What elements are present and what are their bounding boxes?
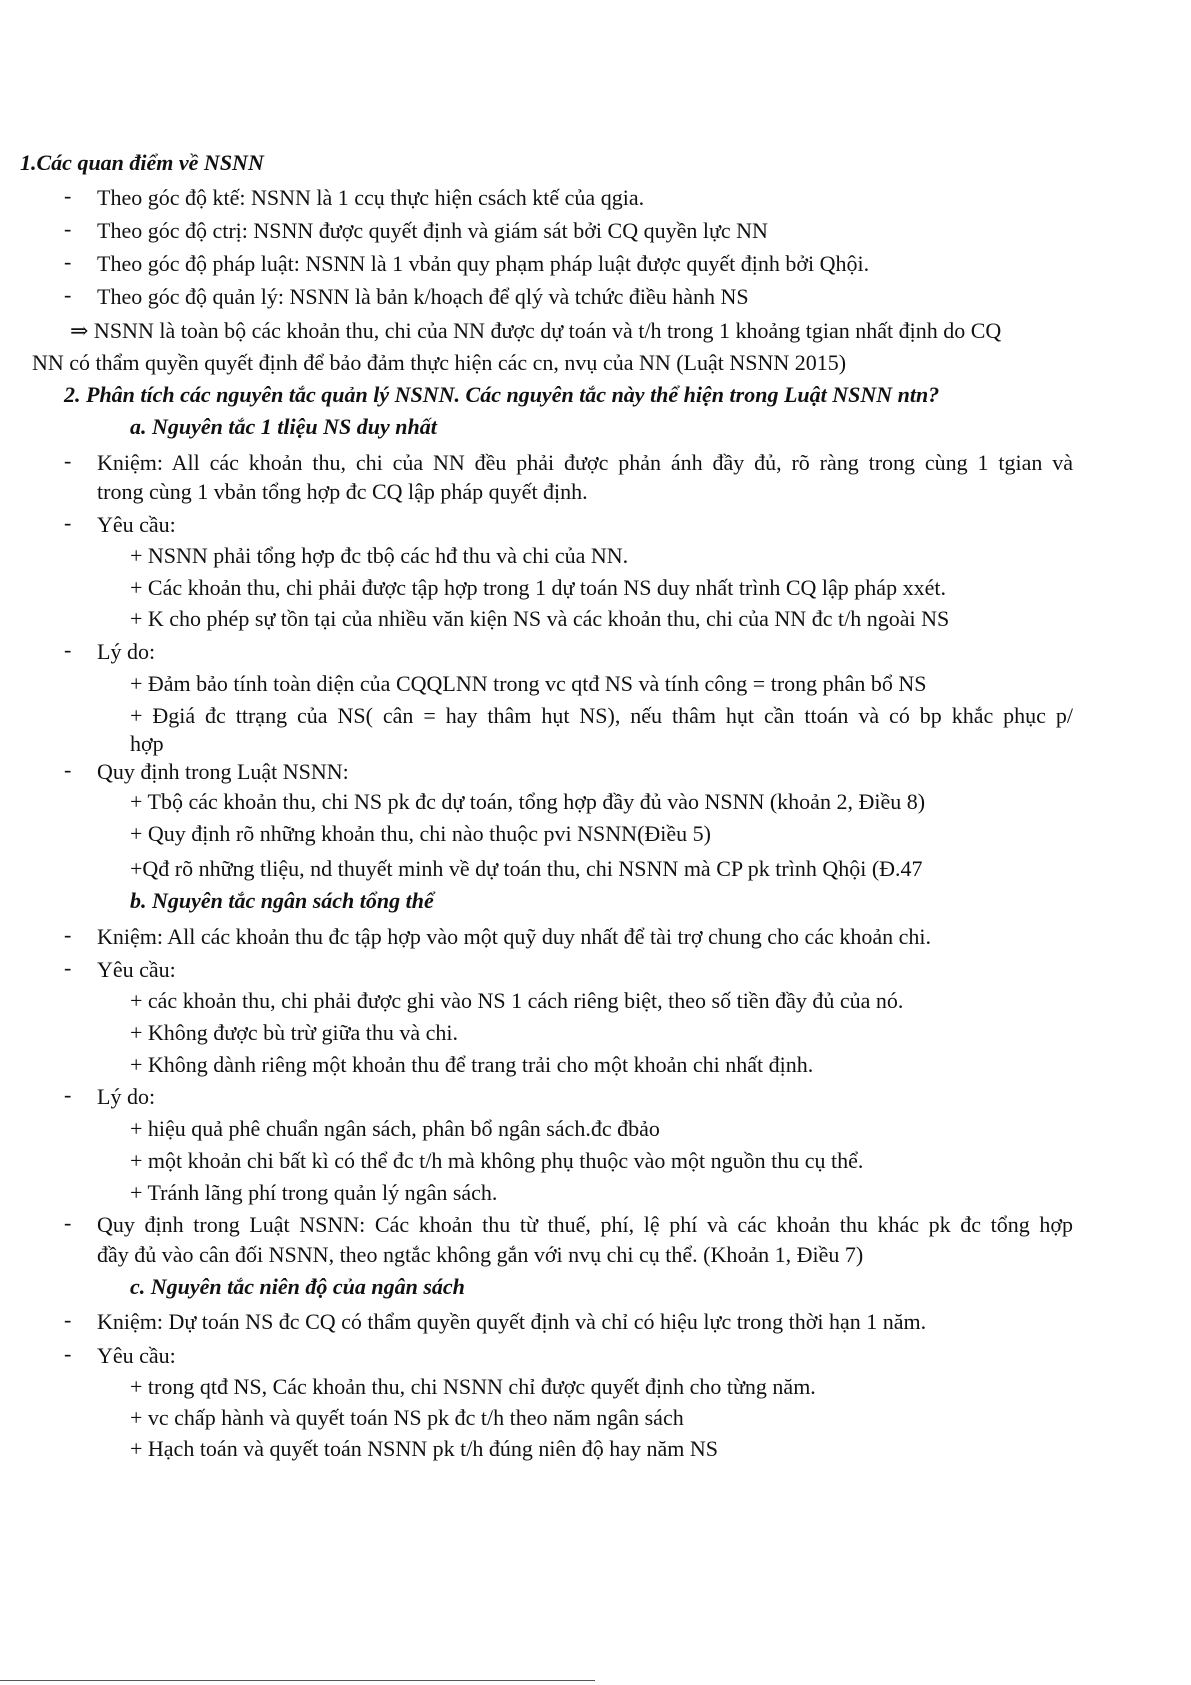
principle-a-requirement-1: + NSNN phải tổng hợp đc tbộ các hđ thu và chi của NN. — [130, 543, 629, 568]
principle-b-reason-2: + một khoản chi bất kì có thể đc t/h mà không phụ thuộc vào một nguồn thu cụ thể. — [130, 1148, 864, 1173]
principle-c-title: c. Nguyên tắc niên độ của ngân sách — [130, 1274, 465, 1299]
principle-a-law-2: + Quy định rõ những khoản thu, chi nào thuộc pvi NSNN(Điều 5) — [130, 821, 711, 846]
bullet-dash: - — [64, 1341, 72, 1366]
bullet-dash: - — [64, 216, 72, 241]
principle-a-requirements-label: Yêu cầu: — [97, 512, 176, 537]
principle-a-concept-line-1: Kniệm: All các khoản thu, chi của NN đều phải được phản ánh đầy đủ, rõ ràng trong cùng 1 tgian và — [97, 450, 1073, 475]
bullet-legal-view: Theo góc độ pháp luật: NSNN là 1 vbản quy phạm pháp luật được quyết định bởi Qhội. — [97, 251, 870, 276]
principle-a-title: a. Nguyên tắc 1 tliệu NS duy nhất — [130, 414, 437, 439]
bullet-dash: - — [64, 1210, 72, 1235]
principle-b-concept: Kniệm: All các khoản thu đc tập hợp vào một quỹ duy nhất để tài trợ chung cho các khoản chi. — [97, 924, 931, 949]
bullet-dash: - — [64, 183, 72, 208]
bullet-dash: - — [64, 282, 72, 307]
principle-b-requirement-3: + Không dành riêng một khoản thu để trang trải cho một khoản chi nhất định. — [130, 1052, 814, 1077]
bullet-dash: - — [64, 922, 72, 947]
conclusion-line-2: NN có thẩm quyền quyết định để bảo đảm thực hiện các cn, nvụ của NN (Luật NSNN 2015) — [32, 350, 847, 375]
bullet-dash: - — [64, 448, 72, 473]
principle-a-law-1: + Tbộ các khoản thu, chi NS pk đc dự toán, tổng hợp đầy đủ vào NSNN (khoản 2, Điều 8) — [130, 789, 926, 814]
principle-a-law-label: Quy định trong Luật NSNN: — [97, 759, 349, 784]
principle-c-requirements-label: Yêu cầu: — [97, 1343, 176, 1368]
principle-a-concept-line-2: trong cùng 1 vbản tổng hợp đc CQ lập pháp quyết định. — [97, 479, 588, 504]
principle-a-reason-1: + Đảm bảo tính toàn diện của CQQLNN trong vc qtđ NS và tính công = trong phân bổ NS — [130, 671, 927, 696]
principle-c-requirement-1: + trong qtđ NS, Các khoản thu, chi NSNN chỉ được quyết định cho từng năm. — [130, 1374, 816, 1399]
bullet-dash: - — [64, 1082, 72, 1107]
principle-a-reason-2-line-2: hợp — [130, 731, 164, 756]
principle-a-law-3: +Qđ rõ những tliệu, nd thuyết minh về dự toán thu, chi NSNN mà CP pk trình Qhội (Đ.47 — [130, 856, 923, 881]
principle-b-title: b. Nguyên tắc ngân sách tổng thể — [130, 888, 434, 913]
bullet-dash: - — [64, 637, 72, 662]
bullet-political-view: Theo góc độ ctrị: NSNN được quyết định và giám sát bởi CQ quyền lực NN — [97, 218, 768, 243]
principle-a-reason-2-line-1: + Đgiá đc ttrạng của NS( cân = hay thâm hụt NS), nếu thâm hụt cần ttoán và có bp khắc phục p/ — [130, 703, 1073, 728]
principle-a-reasons-label: Lý do: — [97, 639, 156, 664]
principle-b-law-line-1: Quy định trong Luật NSNN: Các khoản thu từ thuế, phí, lệ phí và các khoản thu khác pk đc tổng hợp — [97, 1212, 1073, 1237]
principle-b-reason-1: + hiệu quả phê chuẩn ngân sách, phân bổ ngân sách.đc đbảo — [130, 1116, 660, 1141]
bullet-dash: - — [64, 757, 72, 782]
bullet-dash: - — [64, 955, 72, 980]
section-1-title: 1.Các quan điểm về NSNN — [20, 150, 264, 175]
bullet-dash: - — [64, 510, 72, 535]
page-footer-rule — [0, 1680, 595, 1681]
principle-a-requirement-2: + Các khoản thu, chi phải được tập hợp trong 1 dự toán NS duy nhất trình CQ lập pháp xxét. — [130, 575, 946, 600]
principle-b-requirement-1: + các khoản thu, chi phải được ghi vào NS 1 cách riêng biệt, theo số tiền đầy đủ của nó. — [130, 988, 904, 1013]
principle-c-requirement-3: + Hạch toán và quyết toán NSNN pk t/h đúng niên độ hay năm NS — [130, 1436, 718, 1461]
principle-b-requirement-2: + Không được bù trừ giữa thu và chi. — [130, 1020, 459, 1045]
principle-c-concept: Kniệm: Dự toán NS đc CQ có thẩm quyền quyết định và chỉ có hiệu lực trong thời hạn 1 năm. — [97, 1309, 927, 1334]
bullet-dash: - — [64, 249, 72, 274]
conclusion-line-1: ⇒ NSNN là toàn bộ các khoản thu, chi của NN được dự toán và t/h trong 1 khoảng tgian nhất định do CQ — [70, 318, 1002, 343]
principle-b-reason-3: + Tránh lãng phí trong quản lý ngân sách. — [130, 1180, 498, 1205]
bullet-economic-view: Theo góc độ ktế: NSNN là 1 ccụ thực hiện csách ktế của qgia. — [97, 185, 645, 210]
principle-b-law-line-2: đầy đủ vào cân đối NSNN, theo ngtắc không gắn với nvụ chi cụ thể. (Khoản 1, Điều 7) — [97, 1242, 864, 1267]
bullet-management-view: Theo góc độ quản lý: NSNN là bản k/hoạch để qlý và tchức điều hành NS — [97, 284, 749, 309]
principle-b-reasons-label: Lý do: — [97, 1084, 156, 1109]
principle-a-requirement-3: + K cho phép sự tồn tại của nhiều văn kiện NS và các khoản thu, chi của NN đc t/h ngoài NS — [130, 606, 950, 631]
principle-b-requirements-label: Yêu cầu: — [97, 957, 176, 982]
section-2-title: 2. Phân tích các nguyên tắc quản lý NSNN. Các nguyên tắc này thể hiện trong Luật NSNN ntn? — [64, 382, 940, 407]
bullet-dash: - — [64, 1307, 72, 1332]
principle-c-requirement-2: + vc chấp hành và quyết toán NS pk đc t/h theo năm ngân sách — [130, 1405, 684, 1430]
